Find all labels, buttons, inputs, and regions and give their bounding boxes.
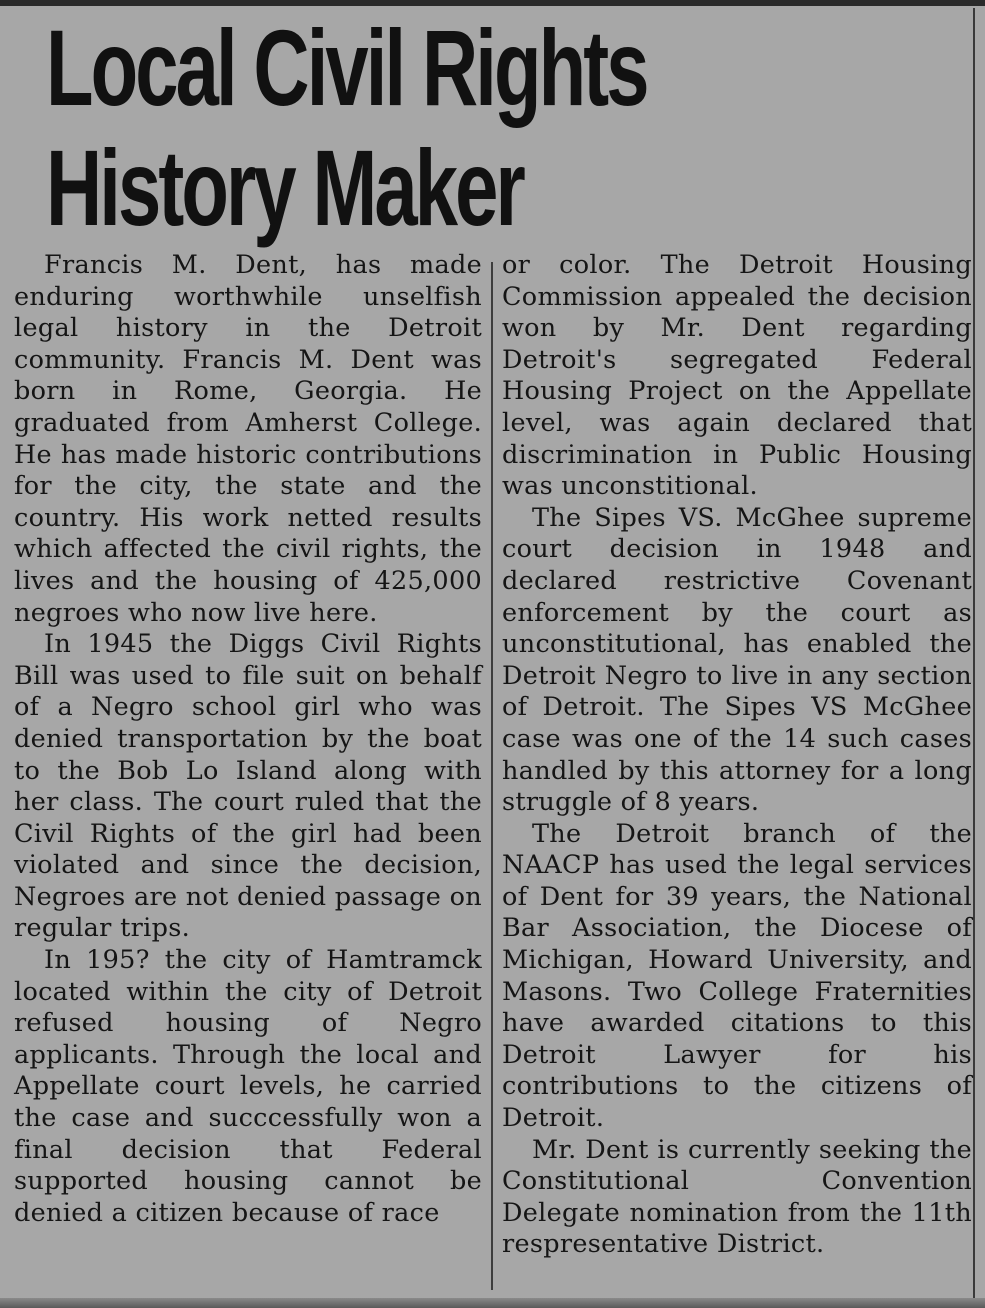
right-column bbox=[502, 250, 972, 1261]
top-border bbox=[0, 0, 985, 6]
headline bbox=[46, 8, 647, 248]
paragraph: Mr. Dent is currently seeking the Constitutional Convention Delegate nomination from the 11th respresentative District. bbox=[502, 1134, 972, 1260]
paragraph: In 1945 the Diggs Civil Rights Bill was used to file suit on behalf of a Negro school girl who was denied transportation by the boat to the Bob Lo Island along with her class. The court ruled that the Civil Rights of the girl had been violated and since the decision, Negroes are not denied passage on regular trips. bbox=[14, 629, 482, 944]
column-divider bbox=[491, 262, 493, 1290]
headline-line-2: History Maker bbox=[46, 127, 523, 248]
paragraph: The Detroit branch of the NAACP has used the legal services of Dent for 39 years, the National Bar Association, the Diocese of Michigan, Howard University, and Masons. Two College Fraternities have awarded citations to this Detroit Lawyer for his contributions to the citizens of Detroit. bbox=[502, 818, 972, 1134]
right-border bbox=[973, 8, 975, 1308]
bottom-border bbox=[0, 1298, 985, 1308]
left-column bbox=[14, 250, 482, 1229]
headline-line-1: Local Civil Rights bbox=[46, 7, 647, 128]
paragraph: The Sipes VS. McGhee supreme court decision in 1948 and declared restrictive Covenant enforcement by the court as unconstitutional, has enabled the Detroit Negro to live in any section of Detroit. The Sipes VS McGhee case was one of the 14 such cases handled by this attorney for a long struggle of 8 years. bbox=[502, 502, 972, 818]
paragraph: or color. The Detroit Housing Commission appealed the decision won by Mr. Dent regarding Detroit's segregated Federal Housing Project on the Appellate level, was again declared that discrimination in Public Housing was unconstitional. bbox=[502, 250, 972, 502]
paragraph: Francis M. Dent, has made enduring worthwhile unselfish legal history in the Detroit community. Francis M. Dent was born in Rome, Georgia. He graduated from Amherst College. He has made historic contributions for the city, the state and the country. His work netted results which affected the civil rights, the lives and the housing of 425,000 negroes who now live here. bbox=[14, 250, 482, 628]
paragraph: In 195? the city of Hamtramck located within the city of Detroit refused housing of Negro applicants. Through the local and Appellate court levels, he carried the case and succcessfully won a final decision that Federal supported housing cannot be denied a citizen because of race bbox=[14, 945, 482, 1228]
